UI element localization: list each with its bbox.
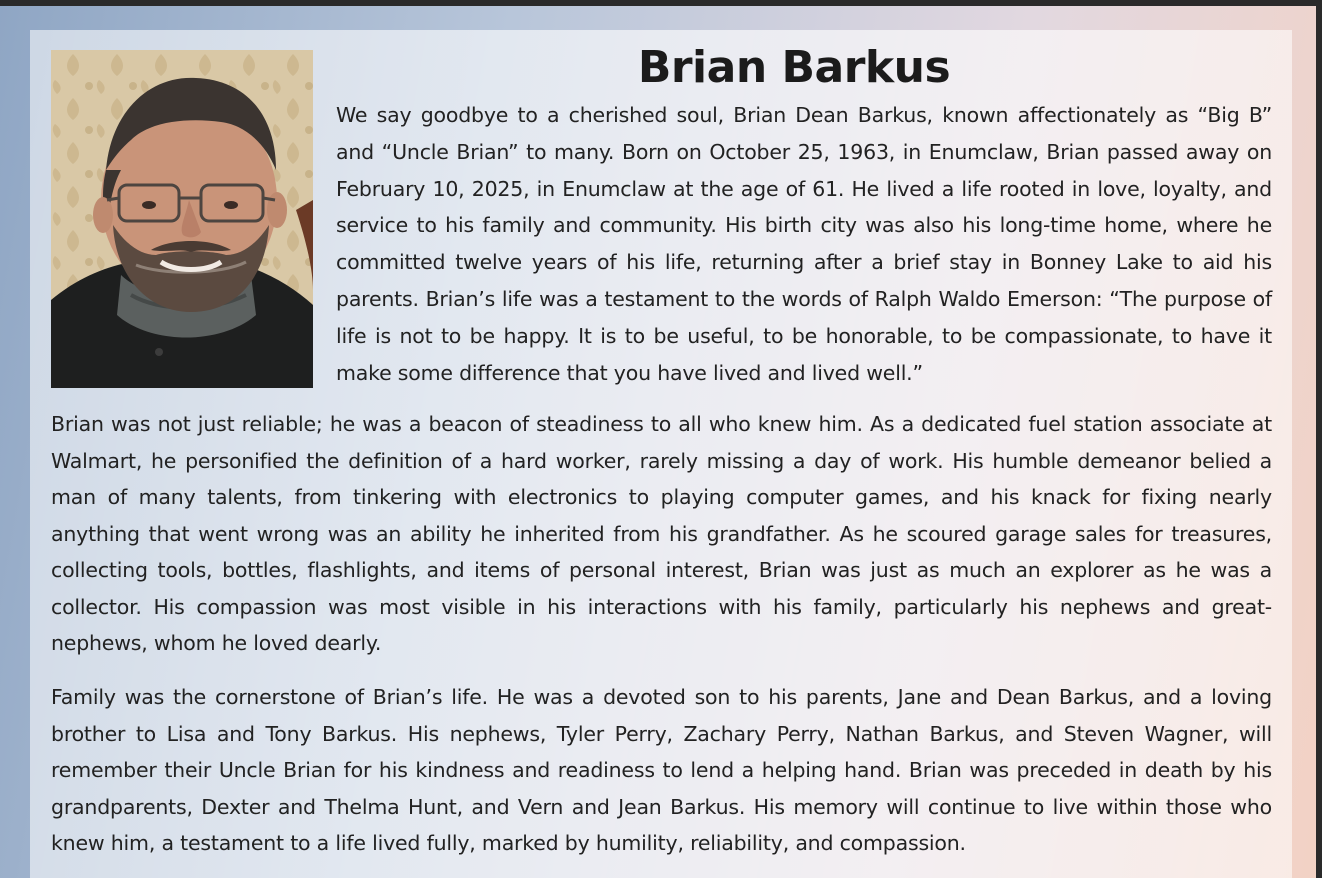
top-border [0,0,1322,6]
portrait-image [51,50,313,388]
obituary-paragraph-family: Family was the cornerstone of Brian’s life. He was a devoted son to his parents, Jane and Dean Barkus, and a loving brother to Lisa and Tony Barkus. His nephews, Tyler Perry, Zachary Perry, Nathan Barkus, and Steven Wagner, will remember their Uncle Brian for his kindness and readiness to lend a helping hand. Brian was preceded in death by his grandparents, Dexter and Thelma Hunt, and Vern and Jean Barkus. His memory will continue to live within those who knew him, a testament to a life lived fully, marked by humility, reliability, and compassion. [51,685,1272,855]
portrait-photo [51,50,313,388]
obituary-paragraph-work: Brian was not just reliable; he was a beacon of steadiness to all who knew him. As a dedicated fuel station associate at Walmart, he personified the definition of a hard worker, rarely missing a day of work. His humble demeanor belied a man of many talents, from tinkering with electronics to playing computer games, and his knack for fixing nearly anything that went wrong was an ability he inherited from his grandfather. As he scoured garage sales for treasures, collecting tools, bottles, flashlights, and items of personal interest, Brian was just as much an explorer as he was a collector. His compassion was most visible in his interactions with his family, particularly his nephews and great-nephews, whom he loved dearly. [51,412,1272,655]
right-border [1316,0,1322,878]
deceased-name-title: Brian Barkus [637,42,951,93]
obituary-intro-paragraph: We say goodbye to a cherished soul, Brian Dean Barkus, known affectionately as “Big B” and “Uncle Brian” to many. Born on October 25, 1963, in Enumclaw, Brian passed away on February 10, 2025, in Enumclaw at the age of 61. He lived a life rooted in love, loyalty, and service to his family and community. His birth city was also his long-time home, where he committed twelve years of his life, returning after a brief stay in Bonney Lake to aid his parents. Brian’s life was a testament to the words of Ralph Waldo Emerson: “The purpose of life is not to be happy. It is to be useful, to be honorable, to be compassionate, to have it make some difference that you have lived and lived well.” [336,103,1272,385]
